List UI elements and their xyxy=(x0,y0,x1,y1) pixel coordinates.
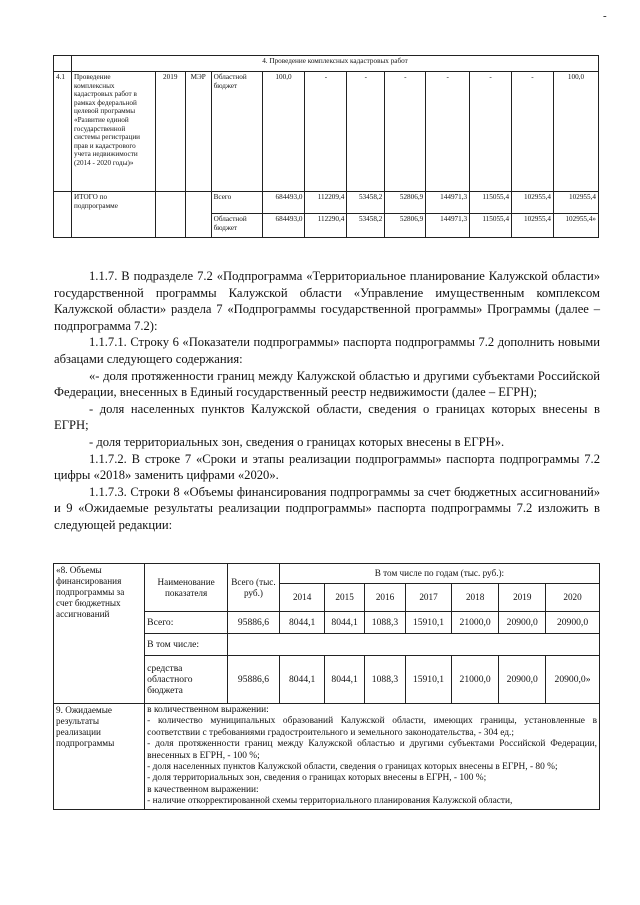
row9-line: в качественном выражении: xyxy=(147,784,259,795)
cell: 52806,9 xyxy=(385,192,426,214)
row-exec: МЭР xyxy=(185,72,211,192)
row9-line: - наличие откорректированной схемы территориального планирования Калужской области, xyxy=(147,796,513,807)
cell: 102955,4 xyxy=(512,192,554,214)
cell: - xyxy=(426,72,470,192)
row-num: 4.1 xyxy=(54,72,72,192)
cell: - xyxy=(385,72,426,192)
row-total: 95886,6 xyxy=(228,656,280,704)
year-cell: 2017 xyxy=(406,584,452,612)
top-table xyxy=(53,55,599,238)
col-total: Всего (тыс. руб.) xyxy=(228,564,280,612)
cell: 8044,1 xyxy=(279,656,325,704)
row9-line: - доля территориальных зон, сведения о границах которых внесены в ЕГРН, - 100 %; xyxy=(147,773,487,784)
cell: 20900,0 xyxy=(499,656,546,704)
paragraph: 1.1.7.3. Строки 8 «Объемы финансирования подпрограммы за счет бюджетных ассигнований» и 9 «Ожидаемые результаты реализации подпрограммы» паспорта подпрограммы 7.2 изложить в следующей редакции: xyxy=(54,484,600,532)
cell: 21000,0 xyxy=(451,656,499,704)
year-cell: 2015 xyxy=(325,584,364,612)
cell: 1088,3 xyxy=(364,656,405,704)
paragraph: 1.1.7. В подразделе 7.2 «Подпрограмма «Территориальное планирование Калужской области» государственной программы Калужской области «Управление имущественным комплексом Калужской области» раздела 7 «Подпрограммы государственной программы» Программы (далее – подпрограмма 7.2): xyxy=(54,269,600,333)
row-name: Проведение комплексных кадастровых работ в рамках федеральной целевой программы «Развитие единой государственной системы регистрации прав и кадастрового учета недвижимости (2014 - 2020 годы)» xyxy=(71,72,155,192)
cell: - xyxy=(305,72,347,192)
total-source: Областной бюджет xyxy=(211,214,262,238)
cell: 115055,4 xyxy=(470,192,512,214)
cell: - xyxy=(347,72,385,192)
row9-label: 9. Ожидаемые результаты реализации подпрограммы xyxy=(54,704,145,810)
cell: 112290,4 xyxy=(305,214,347,238)
col-name: Наименование показателя xyxy=(145,564,228,612)
cell: 684493,0 xyxy=(262,192,305,214)
cell: 112209,4 xyxy=(305,192,347,214)
cell: 52806,9 xyxy=(385,214,426,238)
cell: 684493,0 xyxy=(262,214,305,238)
row8-label: «8. Объемы финансирования подпрограммы за счет бюджетных ассигнований xyxy=(54,564,145,704)
cell: 144971,3 xyxy=(426,214,470,238)
paragraph: - доля территориальных зон, сведения о границах которых внесены в ЕГРН». xyxy=(89,434,505,449)
row9-content xyxy=(145,704,600,810)
year-cell: 2014 xyxy=(279,584,325,612)
cell: 15910,1 xyxy=(406,612,452,634)
page-mark: - xyxy=(603,10,607,22)
bottom-table xyxy=(53,563,600,810)
paragraph: 1.1.7.2. В строке 7 «Сроки и этапы реализации подпрограммы» паспорта подпрограммы 7.2 цифры «2018» заменить цифрами «2020». xyxy=(54,451,600,483)
cell: 8044,1 xyxy=(325,656,364,704)
section-title: 4. Проведение комплексных кадастровых работ xyxy=(71,56,598,72)
row-label: средства областного бюджета xyxy=(145,656,228,704)
total-label: ИТОГО по подпрограмме xyxy=(71,192,155,238)
row-label: В том числе: xyxy=(145,634,228,656)
cell: 20900,0» xyxy=(546,656,600,704)
cell: 53458,2 xyxy=(347,192,385,214)
year-cell: 2018 xyxy=(451,584,499,612)
cell: 21000,0 xyxy=(451,612,499,634)
paragraph: «- доля протяженности границ между Калужской областью и другими субъектами Российской Федерации, внесенных в Единый государственный реестр недвижимости (далее – ЕГРН); xyxy=(54,368,600,400)
paragraph: 1.1.7.1. Строку 6 «Показатели подпрограммы» паспорта подпрограммы 7.2 дополнить новыми абзацами следующего содержания: xyxy=(54,335,600,366)
col-years-header: В том числе по годам (тыс. руб.): xyxy=(279,564,599,584)
year-cell: 2020 xyxy=(546,584,600,612)
row-source: Областной бюджет xyxy=(211,72,262,192)
cell: 15910,1 xyxy=(406,656,452,704)
row-year: 2019 xyxy=(155,72,185,192)
cell: 20900,0 xyxy=(499,612,546,634)
cell: 102955,4 xyxy=(512,214,554,238)
cell: - xyxy=(470,72,512,192)
cell: 53458,2 xyxy=(347,214,385,238)
row9-line: - доля протяженности границ между Калужской областью и другими субъектами Российской Федерации, внесенных в ЕГРН, - 100 %; xyxy=(147,739,597,761)
cell: 8044,1 xyxy=(279,612,325,634)
row9-line: в количественном выражении: xyxy=(147,705,269,715)
row9-line: - доля населенных пунктов Калужской области, сведения о границах которых внесены в ЕГРН, - 80 %; xyxy=(147,762,558,773)
cell: 20900,0 xyxy=(546,612,600,634)
year-cell: 2016 xyxy=(364,584,405,612)
cell: 102955,4 xyxy=(553,192,598,214)
cell: 144971,3 xyxy=(426,192,470,214)
cell: 1088,3 xyxy=(364,612,405,634)
row9-line: - количество муниципальных образований Калужской области, имеющих границы, установленные в соответствии с требованиями градостроительного и земельного законодательства, - 304 ед.; xyxy=(147,716,597,738)
total-source: Всего xyxy=(211,192,262,214)
cell: 102955,4» xyxy=(553,214,598,238)
cell: 100,0 xyxy=(553,72,598,192)
cell: 115055,4 xyxy=(470,214,512,238)
row-label: Всего: xyxy=(145,612,228,634)
body-text xyxy=(54,268,600,534)
year-cell: 2019 xyxy=(499,584,546,612)
cell: 8044,1 xyxy=(325,612,364,634)
cell: 100,0 xyxy=(262,72,305,192)
paragraph: - доля населенных пунктов Калужской области, сведения о границах которых внесены в ЕГРН; xyxy=(54,401,600,433)
row-total: 95886,6 xyxy=(228,612,280,634)
cell: - xyxy=(512,72,554,192)
